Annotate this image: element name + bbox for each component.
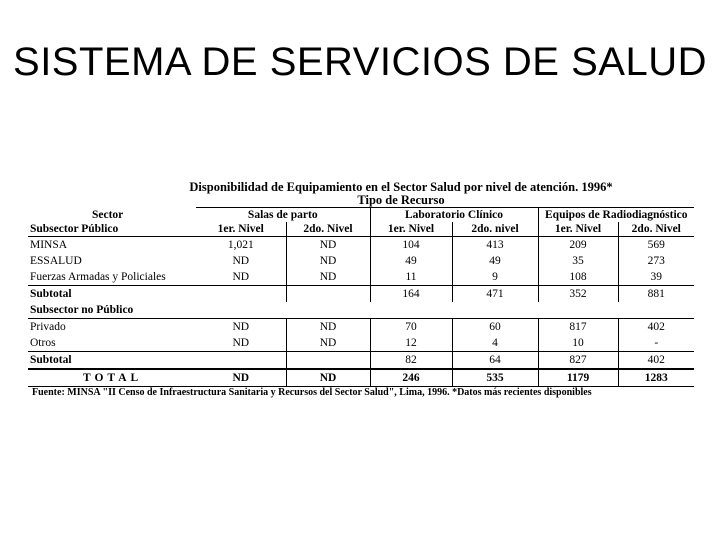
cell: 4 [452,335,538,352]
cell: 1,021 [227,239,254,251]
sector-header: Sector [92,208,124,221]
cell: ND [286,253,370,269]
table-row [28,237,694,254]
table-caption: Disponibilidad de Equipamiento en el Sector Salud por nivel de atención. 1996* [189,180,613,194]
cell: 827 [538,352,618,370]
cell: 569 [618,237,694,254]
group-header: Tipo de Recurso [357,193,445,207]
cell [286,352,370,370]
cell [196,286,286,303]
col-group-equipos: Equipos de Radiodiagnóstico [538,208,694,223]
col-group-salas: Salas de parto [196,208,370,223]
cell: 49 [452,253,538,269]
row-label: Otros [30,337,56,349]
row-label: Privado [30,321,66,333]
cell: 82 [370,352,452,370]
table-row [28,253,694,269]
cell: 402 [618,319,694,336]
cell: 817 [538,319,618,336]
cell: 535 [452,369,538,387]
row-label: ESSALUD [30,255,82,267]
cell: 10 [538,335,618,352]
row-label: TOTAL [28,369,196,387]
cell: 246 [370,369,452,387]
cell: 209 [538,237,618,254]
cell: 352 [538,286,618,303]
cell: - [618,335,694,352]
level-header: 2do. nivel [452,222,538,237]
cell: 35 [538,253,618,269]
cell: 12 [370,335,452,352]
cell: 164 [370,286,452,303]
cell: ND [286,237,370,254]
total-row [28,369,694,387]
subtotal-row [28,286,694,303]
no-publico-header: Subsector no Público [28,302,196,319]
table-row [28,319,694,336]
cell: ND [232,321,250,333]
cell: 1179 [538,369,618,387]
cell: 881 [618,286,694,303]
level-header: 1er. Nivel [370,222,452,237]
cell: 60 [452,319,538,336]
cell: 104 [370,237,452,254]
cell: ND [196,369,286,387]
publico-header: Subsector Público [28,222,196,237]
cell: ND [232,255,250,267]
cell: 39 [618,269,694,286]
table-row [28,335,694,352]
cell: 49 [370,253,452,269]
cell: ND [286,335,370,352]
equipment-table [28,207,694,387]
row-label: MINSA [30,239,68,251]
level-header: 1er. Nivel [538,222,618,237]
cell: 9 [452,269,538,286]
cell: ND [286,319,370,336]
cell: 273 [618,253,694,269]
cell: ND [286,369,370,387]
cell: ND [286,269,370,286]
source-note: Fuente: MINSA "II Censo de Infraestructura Sanitaria y Recursos del Sector Salud", Lima, 1996. *Datos más recientes disponibles [32,387,592,398]
row-label: Subtotal [28,352,196,370]
section-header-row [28,302,694,319]
cell: 64 [452,352,538,370]
cell: ND [232,271,250,283]
level-header: 1er. Nivel [196,222,286,237]
equipment-table-figure [28,180,694,399]
row-label: Fuerzas Armadas y Policiales [30,271,166,283]
table-row [28,269,694,286]
header-row-levels [28,222,694,237]
cell: 402 [618,352,694,370]
cell: 471 [452,286,538,303]
level-header: 2do. Nivel [618,222,694,237]
col-group-laboratorio: Laboratorio Clínico [370,208,538,223]
level-header: 2do. Nivel [286,222,370,237]
cell [196,352,286,370]
subtotal-row [28,352,694,370]
slide-title: SISTEMA DE SERVICIOS DE SALUD [13,40,707,84]
cell: 70 [370,319,452,336]
row-label: Subtotal [28,286,196,303]
cell: 108 [538,269,618,286]
header-row-groups [28,208,694,223]
cell: 11 [370,269,452,286]
cell [286,286,370,303]
cell: 413 [452,237,538,254]
cell: ND [232,337,250,349]
cell: 1283 [618,369,694,387]
